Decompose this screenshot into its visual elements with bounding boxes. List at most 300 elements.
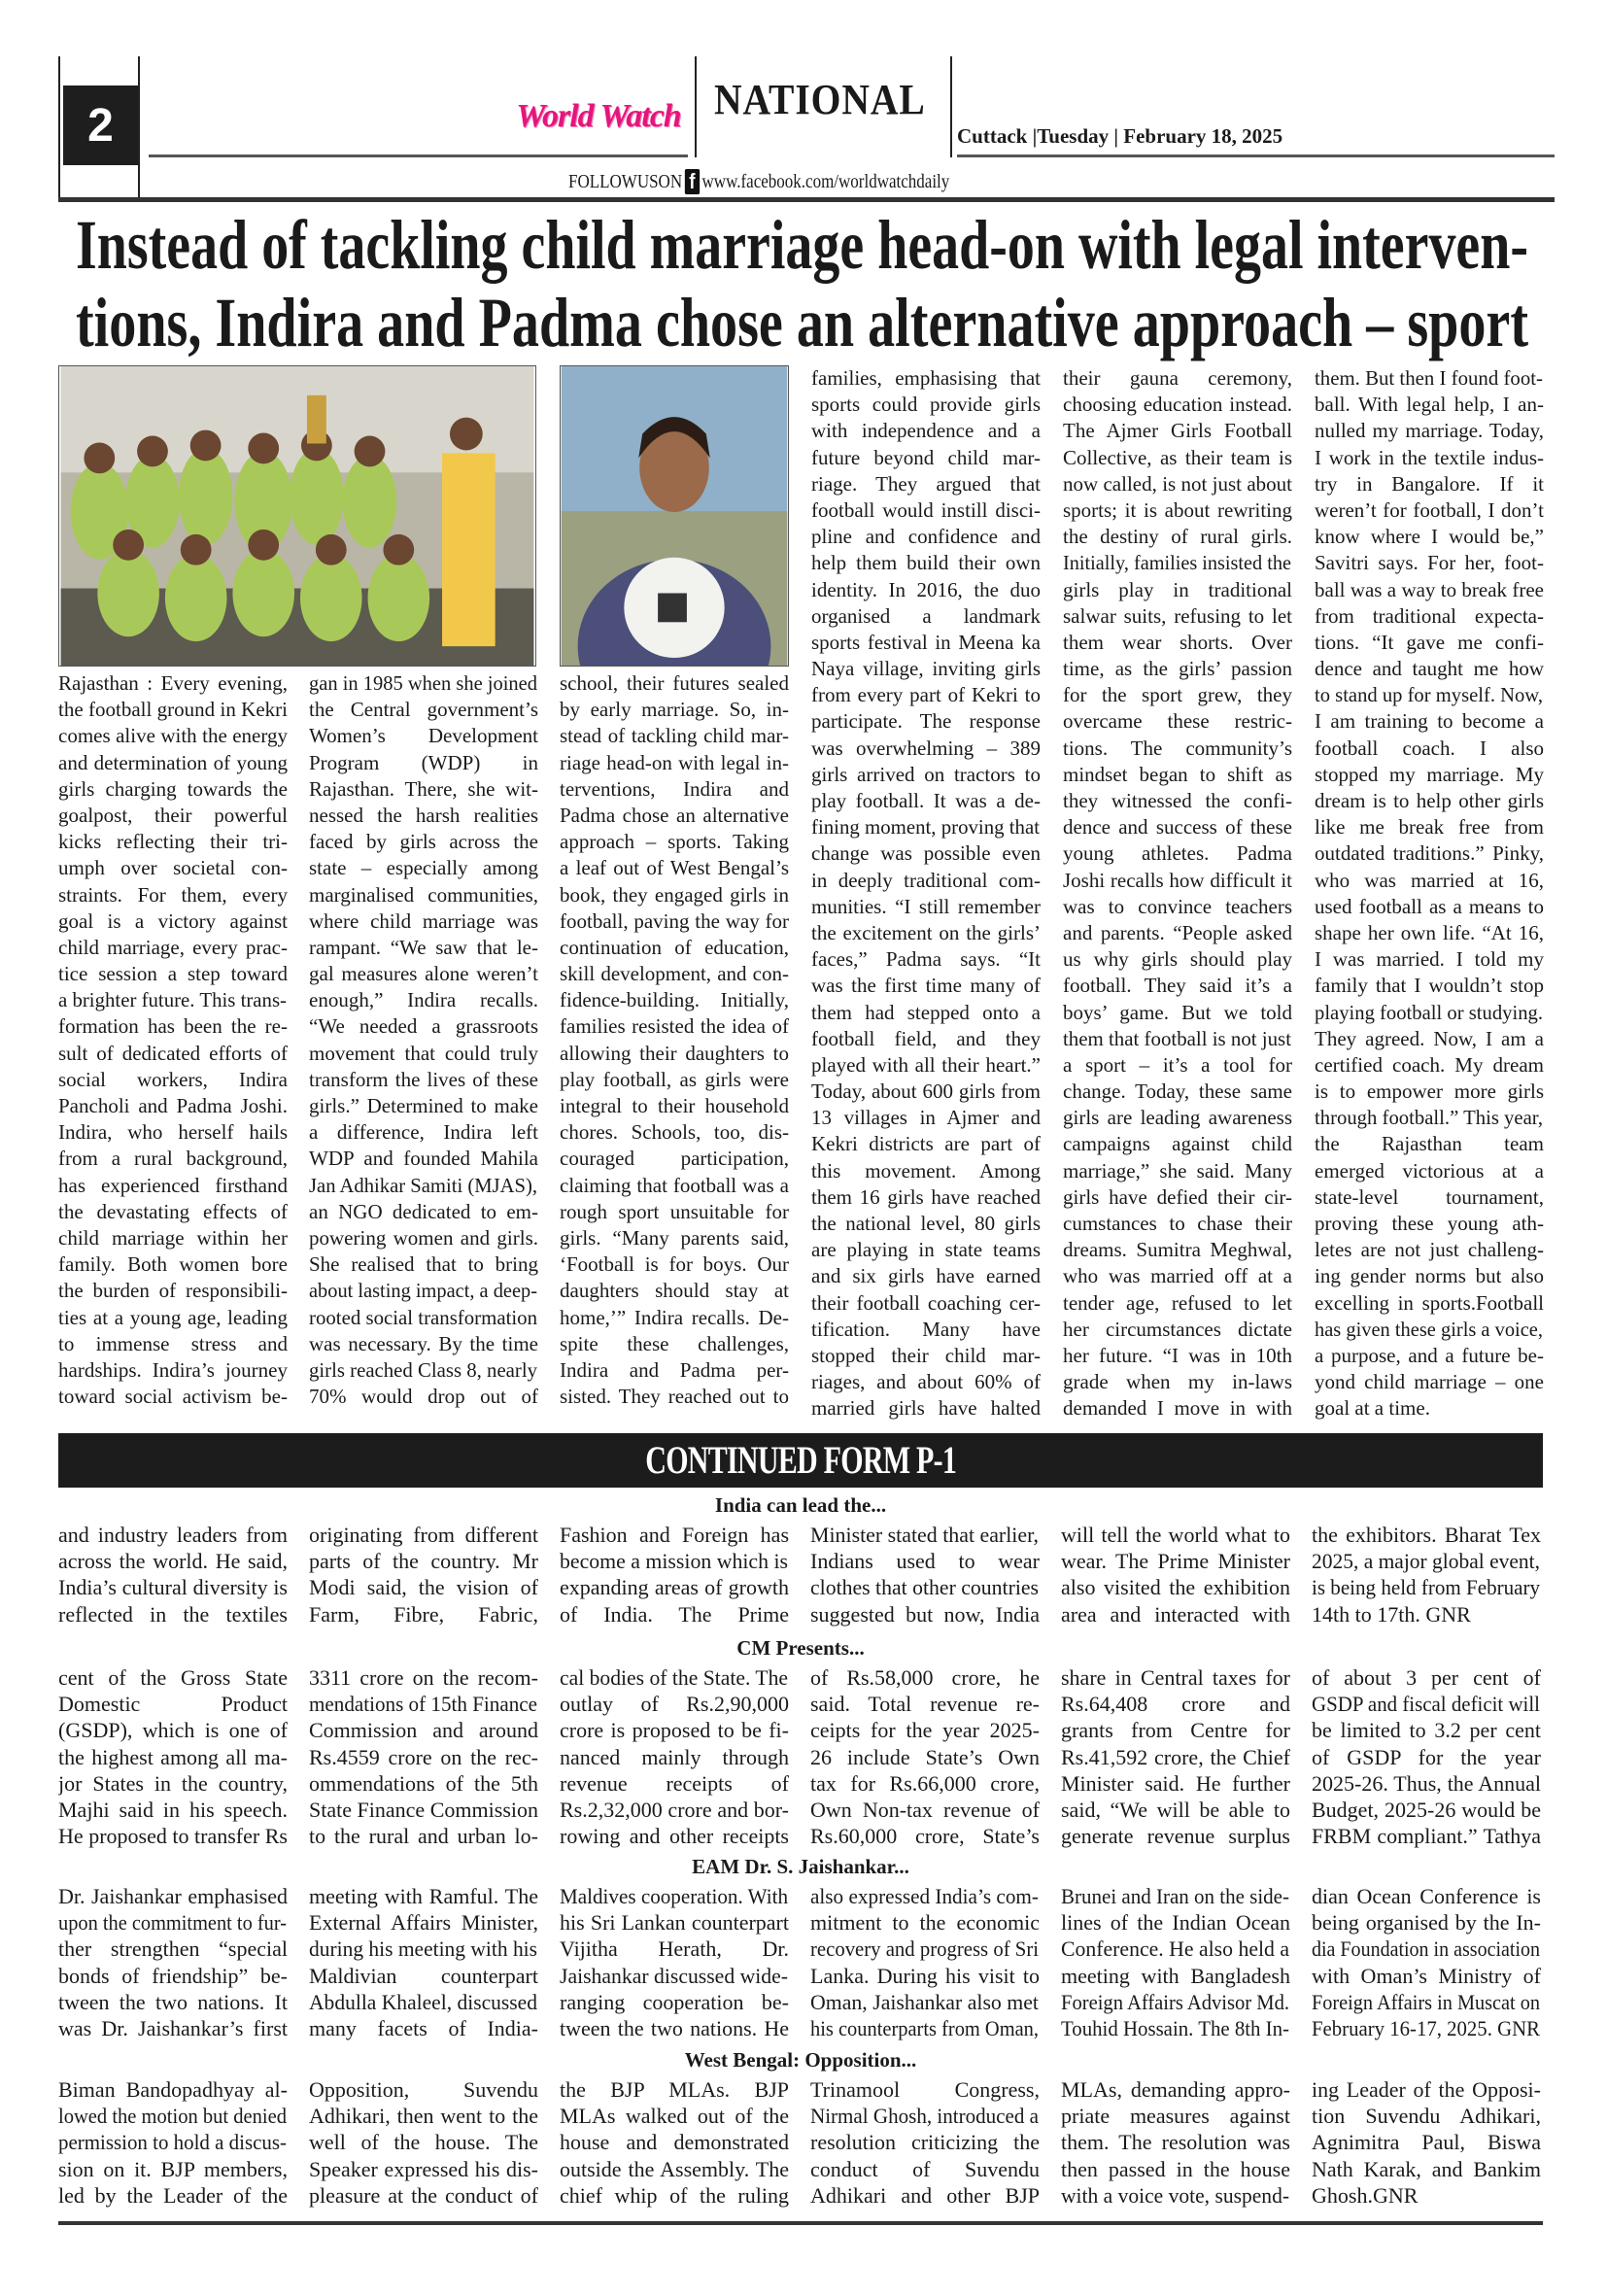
text-line: like me break free from	[1315, 815, 1544, 840]
text-line: try in Bangalore. If it	[1315, 471, 1544, 496]
text-line: MLAs, demanding appro-	[1061, 2077, 1290, 2102]
text-line: this movement. Among	[811, 1158, 1041, 1182]
text-line: tions. “It gave me confi-	[1315, 630, 1544, 654]
text-line: claiming that football was a	[560, 1173, 789, 1197]
section-body-india-can-lead	[58, 1522, 1543, 1628]
text-line: Savitri says. For her, foot-	[1315, 551, 1544, 575]
text-line: was the first time many of	[811, 974, 1041, 998]
text-line: and determination of young	[58, 750, 288, 774]
text-line: who was married at 16,	[1315, 868, 1544, 892]
text-line: tender age, refused to let	[1063, 1290, 1292, 1315]
text-line: help them build their own	[811, 551, 1041, 575]
text-line: faces,” Padma says. “It	[811, 947, 1041, 972]
text-line: child marriage, every prac-	[58, 935, 288, 959]
text-line: the BJP MLAs. BJP	[560, 2077, 789, 2102]
text-line: Commission and around	[309, 1718, 538, 1743]
section-heading-india-can-lead: India can lead the...	[714, 1493, 887, 1517]
section-column-3	[560, 2076, 789, 2209]
text-line: a difference, Indira left	[309, 1120, 538, 1145]
text-line: a leaf out of West Bengal’s	[560, 856, 789, 880]
text-line: nanced mainly through	[560, 1744, 789, 1769]
text-line: sports could provide girls	[811, 393, 1041, 417]
text-line: football. They said it’s a	[1063, 974, 1292, 998]
section-body-west-bengal	[58, 2076, 1543, 2209]
text-line: her future. “I was in 10th	[1063, 1343, 1292, 1367]
text-line: from a rural background,	[58, 1147, 288, 1171]
text-line: Kekri districts are part of	[811, 1132, 1041, 1156]
text-line: umph over societal con-	[58, 856, 288, 880]
text-line: mitment to the economic	[810, 1910, 1040, 1936]
text-line: playing football or studying.	[1315, 1000, 1543, 1024]
text-line: tions. The community’s	[1063, 736, 1292, 760]
text-line: the destiny of rural girls.	[1063, 525, 1292, 549]
text-line: of India. The Prime	[560, 1601, 789, 1627]
section-column-6	[1312, 1883, 1541, 2041]
text-line: who was married off at a	[1063, 1264, 1292, 1288]
text-line: is to empower more girls	[1315, 1079, 1544, 1104]
text-line: Agnimitra Paul, Biswa	[1312, 2130, 1541, 2155]
text-line: yond child marriage – one	[1315, 1370, 1544, 1394]
text-line: shape her own life. “At 16,	[1315, 920, 1544, 944]
text-line: transform the lives of these	[309, 1067, 538, 1091]
dateline: Cuttack |Tuesday | February 18, 2025	[957, 124, 1283, 148]
text-line: resolution criticizing the	[810, 2130, 1040, 2155]
text-line: Maldivian counterpart	[309, 1963, 538, 1988]
text-line: couraged participation,	[560, 1147, 789, 1171]
text-line: state-level tournament,	[1315, 1184, 1544, 1209]
text-line: to stand up for myself. Now,	[1315, 683, 1543, 707]
text-line: Speaker expressed his dis-	[309, 2156, 538, 2181]
text-line: family that I wouldn’t stop	[1315, 974, 1544, 998]
text-line: dream is to help other girls	[1315, 789, 1544, 812]
text-line: Rs.64,408 crore and	[1061, 1692, 1290, 1717]
text-line: straints. For them, every	[58, 882, 288, 907]
text-line: change. Today, these same	[1063, 1079, 1292, 1104]
text-line: WDP and founded Mahila	[309, 1147, 538, 1171]
text-line: the Central government’s	[309, 698, 538, 722]
text-line: was overwhelming – 389	[811, 736, 1041, 760]
text-line: faced by girls across the	[309, 830, 538, 854]
text-line: during his meeting with his	[309, 1936, 537, 1962]
text-line: Oman, Jaishankar also met	[810, 1989, 1039, 2014]
section-column-2	[309, 1664, 538, 1849]
text-line: continuation of education,	[560, 935, 789, 959]
section-column-1	[58, 1664, 288, 1849]
text-line: He proposed to transfer Rs	[58, 1824, 288, 1849]
text-line: be limited to 3.2 per cent	[1312, 1718, 1541, 1743]
text-line: outside the Assembly. The	[560, 2156, 789, 2181]
section-column-3	[560, 1522, 789, 1628]
text-line: them. But then I found foot-	[1315, 366, 1543, 390]
text-line: chores. Schools, too, dis-	[560, 1120, 789, 1145]
text-line: ther strengthen “special	[58, 1936, 288, 1962]
text-line: pline and confidence and	[811, 525, 1041, 549]
text-line: her circumstances dictate	[1063, 1317, 1292, 1341]
text-line: stopped my marriage. My	[1315, 762, 1544, 786]
section-column-1	[58, 2076, 288, 2209]
text-line: sion on it. BJP members,	[58, 2156, 288, 2181]
text-line: Jan Adhikar Samiti (MJAS),	[309, 1173, 537, 1197]
section-column-1	[58, 1883, 288, 2041]
text-line: girls are leading awareness	[1063, 1106, 1292, 1130]
text-line: boys’ game. But we told	[1063, 1000, 1292, 1024]
article-column-2	[309, 670, 538, 1410]
text-line: used football as a means to	[1315, 894, 1544, 918]
text-line: The Ajmer Girls Football	[1063, 419, 1292, 443]
text-line: child marriage within her	[58, 1225, 288, 1250]
continued-banner-text: CONTINUED FORM P-1	[645, 1438, 956, 1482]
text-line: skill development, and con-	[560, 962, 789, 986]
text-line: tice session a step toward	[58, 962, 288, 986]
text-line: the exhibitors. Bharat Tex	[1312, 1523, 1541, 1547]
text-line: change was possible even	[811, 841, 1041, 866]
text-line: his Sri Lankan counterpart	[560, 1910, 789, 1936]
text-line: demanded I move in with	[1063, 1396, 1292, 1421]
text-line: reflected in the textiles	[58, 1601, 288, 1627]
text-line: area and interacted with	[1061, 1601, 1290, 1627]
section-column-6	[1312, 2076, 1541, 2209]
text-line: ball was a way to break free	[1315, 577, 1544, 601]
text-line: priate measures against	[1061, 2104, 1290, 2129]
masthead-bottom-rule	[58, 197, 1555, 202]
text-line: 13 villages in Ajmer and	[811, 1106, 1041, 1130]
team-trophy-photo	[58, 365, 536, 667]
text-line: Minister said. He further	[1061, 1770, 1290, 1796]
text-line: gal measures alone weren’t	[309, 962, 538, 986]
text-line: young athletes. Padma	[1063, 841, 1292, 866]
text-line: an NGO dedicated to em-	[309, 1199, 538, 1223]
section-heading-eam-jaishankar: EAM Dr. S. Jaishankar...	[692, 1855, 909, 1878]
text-line: the excitement on the girls’	[811, 920, 1041, 944]
text-line: the burden of responsibili-	[58, 1279, 288, 1303]
text-line: They agreed. Now, I am a	[1315, 1026, 1544, 1050]
text-line: integral to their household	[560, 1094, 789, 1117]
text-line: was to convince teachers	[1063, 894, 1292, 918]
text-line: also expressed India’s com-	[810, 1884, 1039, 1908]
text-line: tween the two nations. He	[560, 2015, 789, 2040]
text-line: a brighter future. This trans-	[58, 988, 287, 1012]
text-line: Rajasthan : Every evening,	[58, 671, 288, 695]
text-line: enough,” Indira recalls.	[309, 988, 538, 1012]
section-column-4	[810, 1522, 1040, 1628]
section-title: NATIONAL	[714, 76, 926, 123]
text-line: ‘Football is for boys. Our	[560, 1252, 789, 1277]
text-line: ceipts for the year 2025-	[810, 1718, 1040, 1743]
text-line: a purpose, and a future be-	[1315, 1343, 1544, 1367]
text-line: girls.” Determined to make	[309, 1094, 538, 1117]
text-line: has given these girls a voice,	[1315, 1317, 1543, 1341]
text-line: kicks reflecting their tri-	[58, 830, 288, 854]
article-column-5	[1063, 365, 1292, 1422]
text-line: daughters should stay at	[560, 1279, 789, 1303]
text-line: ing gender norms but also	[1315, 1264, 1544, 1288]
text-line: in deeply traditional com-	[811, 868, 1041, 892]
text-line: Program (WDP) in	[309, 750, 538, 774]
text-line: girls arrived on tractors to	[811, 762, 1041, 786]
text-line: with independence and a	[811, 419, 1041, 443]
text-line: sult of dedicated efforts of	[58, 1041, 288, 1065]
text-line: tween the two nations. It	[58, 1989, 288, 2014]
text-line: 14th to 17th. GNR	[1312, 1601, 1471, 1627]
text-line: led by the Leader of the	[58, 2182, 288, 2208]
text-line: social workers, Indira	[58, 1067, 288, 1091]
page-number: 2	[63, 86, 138, 165]
text-line: was Dr. Jaishankar’s first	[58, 2015, 288, 2040]
text-line: said, “We will be able to	[1061, 1797, 1290, 1822]
text-line: Dr. Jaishankar emphasised	[58, 1884, 288, 1908]
section-column-2	[309, 2076, 538, 2209]
text-line: girls play in traditional	[1063, 577, 1292, 601]
text-line: book, they engaged girls in	[560, 882, 789, 907]
text-line: Domestic Product	[58, 1692, 288, 1717]
text-line: salwar suits, refusing to let	[1063, 603, 1292, 628]
text-line: Lanka. During his visit to	[810, 1963, 1040, 1988]
text-line: them that football is not just	[1063, 1026, 1291, 1050]
text-line: dence and success of these	[1063, 815, 1292, 840]
text-line: marriage,” she said. Many	[1063, 1158, 1292, 1182]
text-line: ommendations of the 5th	[309, 1770, 538, 1796]
text-line: rough sport unsuitable for	[560, 1199, 789, 1223]
section-column-2	[309, 1522, 538, 1628]
text-line: allowing their daughters to	[560, 1041, 789, 1065]
facebook-url-link[interactable]: www.facebook.com/worldwatchdaily	[701, 171, 950, 192]
text-line: Farm, Fibre, Fabric,	[309, 1601, 538, 1627]
text-line: fidence-building. Initially,	[560, 988, 789, 1012]
text-line: permission to hold a discus-	[58, 2130, 287, 2155]
text-line: generate revenue surplus	[1061, 1824, 1290, 1849]
section-column-4	[810, 1883, 1040, 2041]
text-line: the Rajasthan team	[1315, 1132, 1544, 1156]
text-line: then passed in the house	[1061, 2156, 1290, 2181]
text-line: February 16-17, 2025. GNR	[1312, 2015, 1540, 2040]
text-line: wear. The Prime Minister	[1061, 1549, 1290, 1574]
text-line: clothes that other countries	[810, 1575, 1039, 1600]
text-line: Collective, as their team is	[1063, 445, 1292, 469]
text-line: ing Leader of the Opposi-	[1312, 2077, 1541, 2102]
text-line: GSDP and fiscal deficit will	[1312, 1692, 1540, 1717]
text-line: and industry leaders from	[58, 1523, 288, 1547]
text-line: his counterparts from Oman,	[810, 2015, 1039, 2040]
text-line: tion Suvendu Adhikari,	[1312, 2104, 1541, 2129]
text-line: sisted. They reached out to	[560, 1385, 789, 1409]
text-line: grade when my in-laws	[1063, 1370, 1292, 1394]
text-line: time, as the girls’ passion	[1063, 657, 1292, 681]
text-line: comes alive with the energy	[58, 724, 288, 748]
text-line: mindset began to shift as	[1063, 762, 1292, 786]
text-line: participate. The response	[811, 709, 1041, 734]
text-line: girls charging towards the	[58, 776, 288, 801]
text-line: girls. “Many parents said,	[560, 1225, 789, 1250]
text-line: rooted social transformation	[309, 1305, 537, 1329]
text-line: Rs.60,000 crore, State’s	[810, 1824, 1040, 1849]
text-line: originating from different	[309, 1523, 538, 1547]
section-column-4	[810, 1664, 1040, 1849]
text-line: tax for Rs.66,000 crore,	[810, 1770, 1040, 1796]
article-column-1	[58, 670, 288, 1410]
text-line: ranging cooperation be-	[560, 1989, 789, 2014]
text-line: them. The resolution was	[1061, 2130, 1290, 2155]
text-line: chief whip of the ruling	[560, 2182, 789, 2208]
text-line: 70% would drop out of	[309, 1385, 538, 1409]
text-line: Opposition, Suvendu	[309, 2077, 538, 2102]
text-line: become a mission which is	[560, 1549, 788, 1574]
text-line: formation has been the re-	[58, 1014, 288, 1039]
text-line: stopped their child mar-	[811, 1343, 1041, 1367]
text-line: married girls have halted	[811, 1396, 1041, 1421]
text-line: “We needed a grassroots	[309, 1014, 538, 1039]
text-line: Pancholi and Padma Joshi.	[58, 1094, 288, 1117]
text-line: upon the commitment to fur-	[58, 1910, 287, 1936]
text-line: rowing and other receipts	[560, 1824, 789, 1849]
text-line: 3311 crore on the recom-	[309, 1665, 538, 1690]
text-line: Trinamool Congress,	[810, 2077, 1040, 2102]
text-line: play football, as girls were	[560, 1067, 789, 1091]
text-line: state – especially among	[309, 856, 538, 880]
text-line: football coach. I also	[1315, 736, 1544, 760]
text-line: to immense stress and	[58, 1331, 288, 1355]
text-line: movement that could truly	[309, 1041, 538, 1065]
text-line: has experienced firsthand	[58, 1173, 288, 1197]
facebook-icon[interactable]: f	[685, 169, 700, 194]
text-line: and parents. “People asked	[1063, 920, 1292, 944]
text-line: Indians used to wear	[810, 1549, 1040, 1574]
text-line: Majhi said in his speech.	[58, 1797, 288, 1822]
section-column-6	[1312, 1664, 1541, 1849]
text-line: nulled my marriage. Today,	[1315, 419, 1544, 443]
text-line: rampant. “We saw that le-	[309, 935, 538, 959]
text-line: She realised that to bring	[309, 1252, 538, 1277]
text-line: munities. “I still remember	[811, 894, 1041, 918]
text-line: I was married. I told my	[1315, 947, 1544, 972]
text-line: overcame these restric-	[1063, 709, 1292, 734]
section-column-2	[309, 1883, 538, 2041]
text-line: Minister stated that earlier,	[810, 1523, 1039, 1547]
text-line: 26 include State’s Own	[810, 1744, 1040, 1769]
text-line: I work in the textile indus-	[1315, 445, 1544, 469]
text-line: across the world. He said,	[58, 1549, 288, 1574]
text-line: pleasure at the conduct of	[309, 2182, 538, 2208]
text-line: 2025-26. Thus, the Annual	[1312, 1770, 1541, 1796]
text-line: weren’t for football, I don’t	[1315, 497, 1544, 522]
text-line: Jaishankar discussed wide-	[560, 1963, 788, 1988]
text-line: Rs.41,592 crore, the Chief	[1061, 1744, 1290, 1769]
text-line: Touhid Hossain. The 8th In-	[1061, 2015, 1289, 2040]
text-line: play football. It was a de-	[811, 789, 1041, 812]
page-number-divider	[138, 56, 140, 202]
text-line: Today, about 600 girls from	[811, 1079, 1041, 1104]
text-line: terventions, Indira and	[560, 776, 789, 801]
text-line: family. Both women bore	[58, 1252, 288, 1277]
text-line: gan in 1985 when she joined	[309, 671, 537, 695]
text-line: Vijitha Herath, Dr.	[560, 1936, 789, 1962]
text-line: Rs.4559 crore on the rec-	[309, 1744, 538, 1769]
text-line: India’s cultural diversity is	[58, 1575, 288, 1600]
text-line: where child marriage was	[309, 908, 538, 933]
text-line: I am training to become a	[1315, 709, 1544, 734]
text-line: with a voice vote, suspend-	[1061, 2182, 1289, 2208]
text-line: meeting with Bangladesh	[1061, 1963, 1290, 1988]
text-line: crore is proposed to be fi-	[560, 1718, 789, 1743]
text-line: Own Non-tax revenue of	[810, 1797, 1040, 1822]
text-line: girls have defied their cir-	[1063, 1184, 1292, 1209]
text-line: girls reached Class 8, nearly	[309, 1357, 537, 1382]
text-line: jor States in the country,	[58, 1770, 288, 1796]
section-heading-west-bengal: West Bengal: Opposition...	[684, 2048, 917, 2072]
text-line: tification. Many have	[811, 1317, 1041, 1341]
text-line: cumstances to chase their	[1063, 1212, 1292, 1235]
text-line: Joshi recalls how difficult it	[1063, 868, 1292, 892]
text-line: the football ground in Kekri	[58, 698, 288, 722]
text-line: Women’s Development	[309, 724, 538, 748]
text-line: know where I would be,”	[1315, 525, 1544, 549]
text-line: lowed the motion but denied	[58, 2104, 287, 2129]
text-line: ball. With legal help, I an-	[1315, 393, 1544, 417]
text-line: sports festival in Meena ka	[811, 630, 1041, 654]
text-line: house and demonstrated	[560, 2130, 789, 2155]
headline-line-2: tions, Indira and Padma chose an alternative approach – sport	[76, 284, 1528, 361]
text-line: mendations of 15th Finance	[309, 1692, 537, 1717]
text-line: bonds of friendship” be-	[58, 1963, 288, 1988]
text-line: approach – sports. Taking	[560, 830, 789, 854]
header-rule-right	[957, 154, 1555, 157]
text-line: by early marriage. So, in-	[560, 698, 789, 722]
text-line: Padma chose an alternative	[560, 803, 789, 827]
section-column-5	[1061, 1664, 1290, 1849]
text-line: us why girls should play	[1063, 947, 1292, 972]
text-line: campaigns against child	[1063, 1132, 1292, 1156]
text-line: said. Total revenue re-	[810, 1692, 1040, 1717]
section-column-3	[560, 1883, 789, 2041]
text-line: from every part of Kekri to	[811, 683, 1041, 707]
text-line: MLAs walked out of the	[560, 2104, 789, 2129]
text-line: was necessary. By the time	[309, 1331, 538, 1355]
text-line: a sport – it’s a tool for	[1063, 1052, 1292, 1077]
text-line: families resisted the idea of	[560, 1014, 789, 1039]
article-column-3	[560, 670, 789, 1410]
text-line: also visited the exhibition	[1061, 1575, 1290, 1600]
text-line: football, paving the way for	[560, 908, 789, 933]
text-line: outlay of Rs.2,90,000	[560, 1692, 789, 1717]
text-line: dence and taught me how	[1315, 657, 1544, 681]
follow-us-label: FOLLOWUSON	[568, 171, 683, 192]
section-column-6	[1312, 1522, 1541, 1628]
player-with-football-photo	[560, 365, 789, 667]
woman-holding-football-image	[561, 366, 788, 666]
page-bottom-rule	[58, 2221, 1543, 2225]
section-column-5	[1061, 2076, 1290, 2209]
world-watch-logo: World Watch	[516, 98, 681, 134]
logo-divider	[695, 56, 697, 157]
section-column-1	[58, 1522, 288, 1628]
text-line: organised a landmark	[811, 603, 1041, 628]
text-line: about lasting impact, a deep-	[309, 1279, 537, 1303]
text-line: of GSDP for the year	[1312, 1744, 1541, 1769]
continued-banner	[58, 1433, 1543, 1488]
text-line: excelling in sports.Football	[1315, 1290, 1544, 1315]
text-line: goal at a time.	[1315, 1396, 1430, 1421]
text-line: goalpost, their powerful	[58, 803, 288, 827]
text-line: spite these challenges,	[560, 1331, 789, 1355]
text-line: Maldives cooperation. With	[560, 1884, 788, 1908]
text-line: Nath Karak, and Bankim	[1312, 2156, 1541, 2181]
text-line: them had stepped onto a	[811, 1000, 1041, 1024]
section-body-eam-jaishankar	[58, 1883, 1543, 2041]
text-line: Fashion and Foreign has	[560, 1523, 789, 1547]
text-line: Rs.2,32,000 crore and bor-	[560, 1797, 789, 1822]
text-line: goal is a victory against	[58, 908, 288, 933]
text-line: share in Central taxes for	[1061, 1665, 1290, 1690]
left-border-rule	[58, 56, 60, 202]
